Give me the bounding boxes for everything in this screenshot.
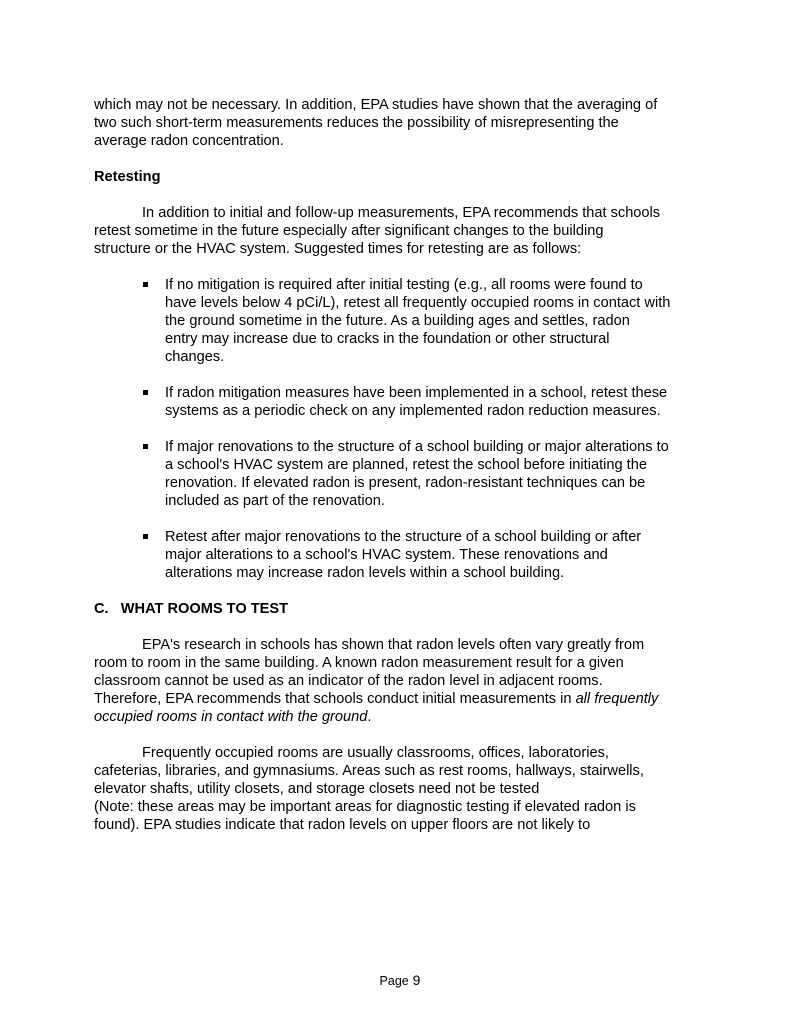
bullet-3-line-4: included as part of the renovation. (165, 493, 385, 509)
intro-line-2: two such short-term measurements reduces the possibility of misrepresenting the (94, 115, 619, 131)
bullet-3-line-2: a school's HVAC system are planned, retest the school before initiating the (165, 457, 647, 473)
bullet-marker (143, 534, 148, 539)
bullet-1-line-2: have levels below 4 pCi/L), retest all frequently occupied rooms in contact with (165, 295, 671, 311)
section-c-para2-line-5: found). EPA studies indicate that radon levels on upper floors are not likely to (94, 817, 591, 833)
section-c-para2-line-1: Frequently occupied rooms are usually classrooms, offices, laboratories, (142, 745, 609, 761)
section-c-para1-line-3: classroom cannot be used as an indicator of the radon level in adjacent rooms. (94, 673, 603, 689)
section-c-para1-line-2: room to room in the same building. A known radon measurement result for a given (94, 655, 624, 671)
bullet-1-line-3: the ground sometime in the future. As a building ages and settles, radon (165, 313, 630, 329)
bullet-marker (143, 282, 148, 287)
bullet-1-line-4: entry may increase due to cracks in the foundation or other structural (165, 331, 610, 347)
section-c-para2-line-4: (Note: these areas may be important areas for diagnostic testing if elevated radon is (94, 799, 636, 815)
emphasis-text: occupied rooms in contact with the ground (94, 709, 368, 725)
section-c-para1-line-5 (94, 708, 371, 726)
bullet-2-line-2: systems as a periodic check on any implemented radon reduction measures. (165, 403, 661, 419)
bullet-3-line-3: renovation. If elevated radon is present, radon-resistant techniques can be (165, 475, 646, 491)
section-c-para1-line-1: EPA's research in schools has shown that radon levels often vary greatly from (142, 637, 645, 653)
page-number: 9 (412, 972, 421, 988)
section-c-para2-line-3: elevator shafts, utility closets, and storage closets need not be tested (94, 781, 540, 797)
bullet-1-line-1: If no mitigation is required after initial testing (e.g., all rooms were found to (165, 277, 643, 293)
page-label: Page (379, 974, 409, 988)
section-c-para1-line-5-end: . (367, 709, 372, 725)
retesting-heading: Retesting (94, 169, 161, 185)
bullet-marker (143, 390, 148, 395)
retesting-para-line-1: In addition to initial and follow-up measurements, EPA recommends that schools (142, 205, 661, 221)
bullet-2-line-1: If radon mitigation measures have been implemented in a school, retest these (165, 385, 668, 401)
bullet-4-line-1: Retest after major renovations to the structure of a school building or after (165, 529, 642, 545)
retesting-para-line-2: retest sometime in the future especially after significant changes to the building (94, 223, 604, 239)
emphasis-text: all frequently (575, 691, 659, 707)
section-c-para2-line-2: cafeterias, libraries, and gymnasiums. Areas such as rest rooms, hallways, stairwells, (94, 763, 644, 779)
page-footer (0, 971, 800, 990)
bullet-3-line-1: If major renovations to the structure of a school building or major alterations to (165, 439, 669, 455)
section-c-heading: C. WHAT ROOMS TO TEST (94, 601, 289, 617)
section-c-para1-line-4-text: Therefore, EPA recommends that schools conduct initial measurements in (94, 691, 576, 707)
retesting-para-line-3: structure or the HVAC system. Suggested times for retesting are as follows: (94, 241, 582, 257)
bullet-4-line-3: alterations may increase radon levels within a school building. (165, 565, 565, 581)
intro-line-3: average radon concentration. (94, 133, 284, 149)
bullet-marker (143, 444, 148, 449)
intro-line-1: which may not be necessary. In addition, EPA studies have shown that the averaging of (94, 97, 658, 113)
section-c-para1-line-4 (94, 690, 658, 708)
bullet-1-line-5: changes. (165, 349, 225, 365)
bullet-4-line-2: major alterations to a school's HVAC system. These renovations and (165, 547, 608, 563)
